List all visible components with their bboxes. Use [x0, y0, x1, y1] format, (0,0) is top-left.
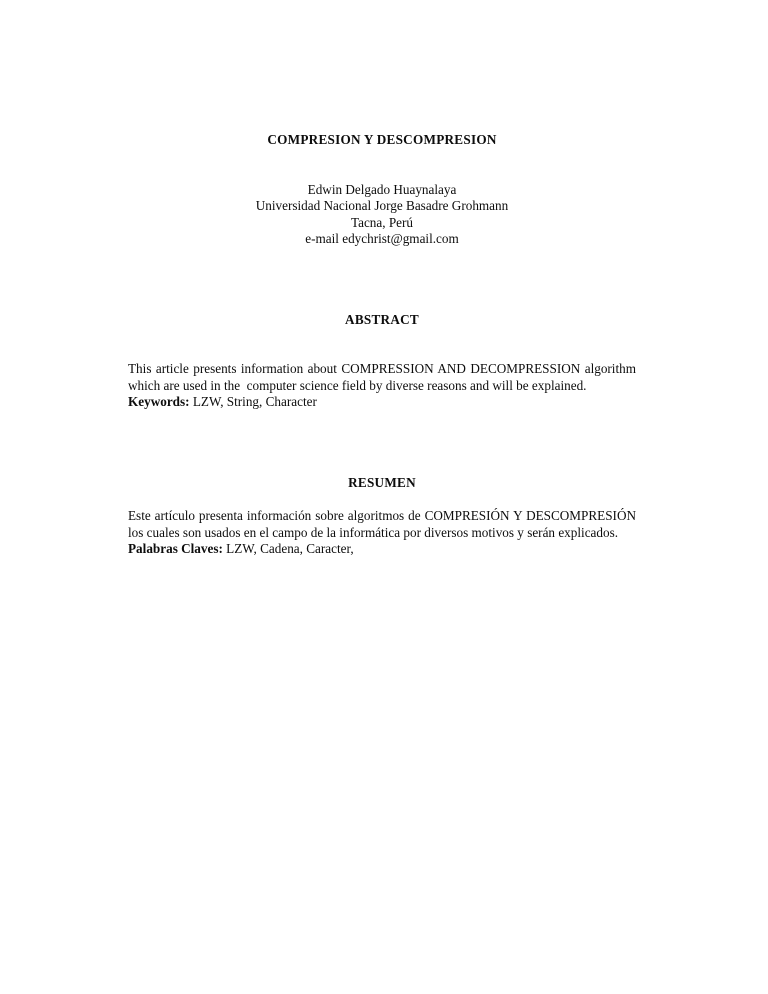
abstract-heading: ABSTRACT — [345, 312, 419, 327]
resumen-paragraph: Este artículo presenta información sobre algoritmos de COMPRESIÓN Y DESCOMPRESIÓN los cuales son usados en el campo de la informática por diversos motivos y serán explicados. — [128, 508, 640, 540]
resumen-section — [128, 508, 640, 558]
resumen-keywords — [128, 541, 636, 558]
author-email: e-mail edychrist@gmail.com — [305, 231, 459, 247]
abstract-paragraph: This article presents information about COMPRESSION AND DECOMPRESSION algorithm which are used in the computer science field by diverse reasons and will be explained. — [128, 361, 640, 393]
author-affiliation: Universidad Nacional Jorge Basadre Grohmann — [255, 198, 509, 214]
abstract-keywords-values: LZW, String, Character — [189, 394, 317, 410]
resumen-keywords-values: LZW, Cadena, Caracter, — [222, 541, 354, 557]
abstract-keywords-label: Keywords: — [128, 394, 190, 410]
page-title: COMPRESION Y DESCOMPRESION — [267, 132, 497, 147]
abstract-keywords — [128, 394, 636, 411]
resumen-heading: RESUMEN — [348, 475, 416, 490]
author-location: Tacna, Perú — [350, 214, 414, 230]
author-name: Edwin Delgado Huaynalaya — [307, 182, 457, 197]
abstract-section — [128, 361, 640, 411]
author-block — [128, 182, 636, 248]
resumen-keywords-label: Palabras Claves: — [128, 541, 223, 557]
